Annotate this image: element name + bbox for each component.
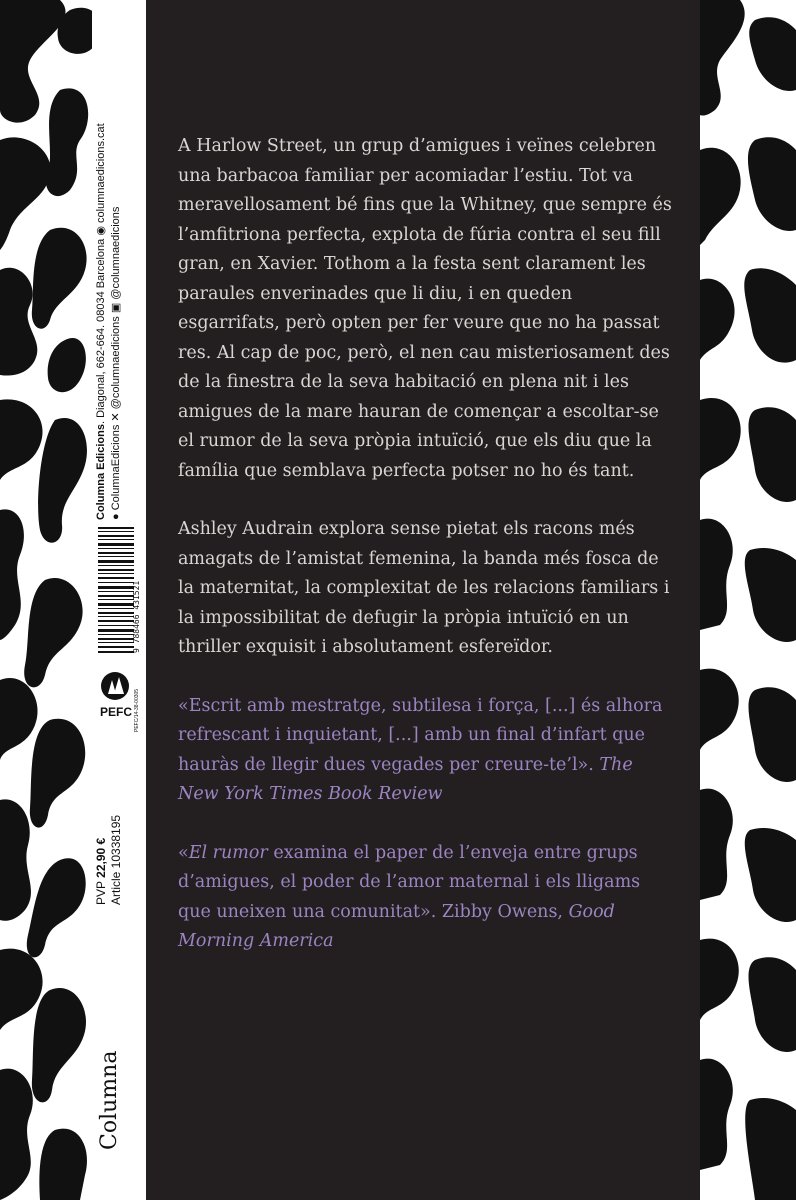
- price-line: [94, 838, 108, 905]
- spine-info-strip: [92, 0, 146, 1200]
- barcode-number: 9 788466 431521: [132, 580, 141, 653]
- publisher-website[interactable]: columnaedicions.cat: [95, 123, 107, 223]
- instagram-icon: ▣: [110, 302, 122, 314]
- back-cover-panel: [146, 0, 700, 1200]
- x-icon: ✕: [110, 412, 122, 422]
- back-cover-text: [178, 132, 678, 986]
- publisher-social-line: [109, 207, 122, 520]
- price-label: PVP: [94, 881, 108, 905]
- blob-pattern-right: [700, 0, 796, 1200]
- review-quote-1: [178, 692, 678, 810]
- price-value: 22,90 €: [94, 837, 108, 878]
- synopsis-paragraph-1: A Harlow Street, un grup d’amigues i veïnes celebren una barbacoa familiar per acomiadar l’estiu. Tot va meravellosament bé fins que la Whitney, que sempre és l’amfitriona perfecta, explota de fúria contra el seu fill gran, en Xavier. Tothom a la festa sent clarament les paraules enverinades que li diu, i en queden esgarrifats, però opten per fer veure que no ha passat res. Al cap de poc, però, el nen cau misteriosament des de la finestra de la seva habitació en plena nit i les amigues de la mare hauran de començar a escoltar-se el rumor de la seva pròpia intuïció, que els diu que la família que semblava perfecta potser no ho és tant.: [178, 136, 672, 481]
- review-quote-2-open: «: [178, 842, 189, 863]
- right-decorative-pattern: [700, 0, 796, 1200]
- review-quote-2-title: El rumor: [188, 842, 268, 863]
- review-quote-2: [178, 839, 678, 957]
- x-handle[interactable]: @columnaedicions: [110, 316, 122, 410]
- publisher-address-line: [94, 123, 107, 520]
- review-quote-2-text: examina el paper de l’enveja entre grups d’amigues, el poder de l’amor maternal i els lligams que uneixen una comunitat». Zibby Owens,: [178, 842, 641, 922]
- publisher-name: Columna Edicions: [95, 424, 107, 520]
- article-number: Article 10338195: [109, 814, 123, 905]
- article-line: [109, 815, 123, 905]
- pefc-code: PEFC/14-38-00305: [134, 688, 140, 732]
- instagram-handle[interactable]: @columnaedicions: [110, 206, 122, 300]
- barcode: [96, 525, 140, 655]
- publisher-logo: Columna: [97, 1050, 122, 1150]
- review-quote-1-text: «Escrit amb mestratge, subtilesa i força, [...] és alhora refrescant i inquietant, [...] amb un final d’infart que hauràs de llegir dues vegades per creure-te’l».: [178, 695, 663, 775]
- facebook-handle[interactable]: ColumnaEdicions: [110, 424, 122, 511]
- synopsis-paragraph-2: Ashley Audrain explora sense pietat els racons més amagats de l’amistat femenina, la banda més fosca de la maternitat, la complexitat de les relacions familiars i la impossibilitat de defugir la pròpia intuïció en un thriller exquisit i absolutament esfereïdor.: [178, 519, 670, 657]
- publisher-address: . Diagonal, 662-664. 08034 Barcelona: [95, 238, 107, 425]
- review-quote-2-source: Good Morning America: [178, 901, 615, 951]
- web-icon: ◉: [95, 226, 107, 236]
- review-quote-1-source: The New York Times Book Review: [178, 754, 633, 804]
- pefc-certification: [98, 668, 142, 738]
- pefc-label: PEFC: [100, 705, 133, 719]
- facebook-icon: ●: [110, 513, 122, 520]
